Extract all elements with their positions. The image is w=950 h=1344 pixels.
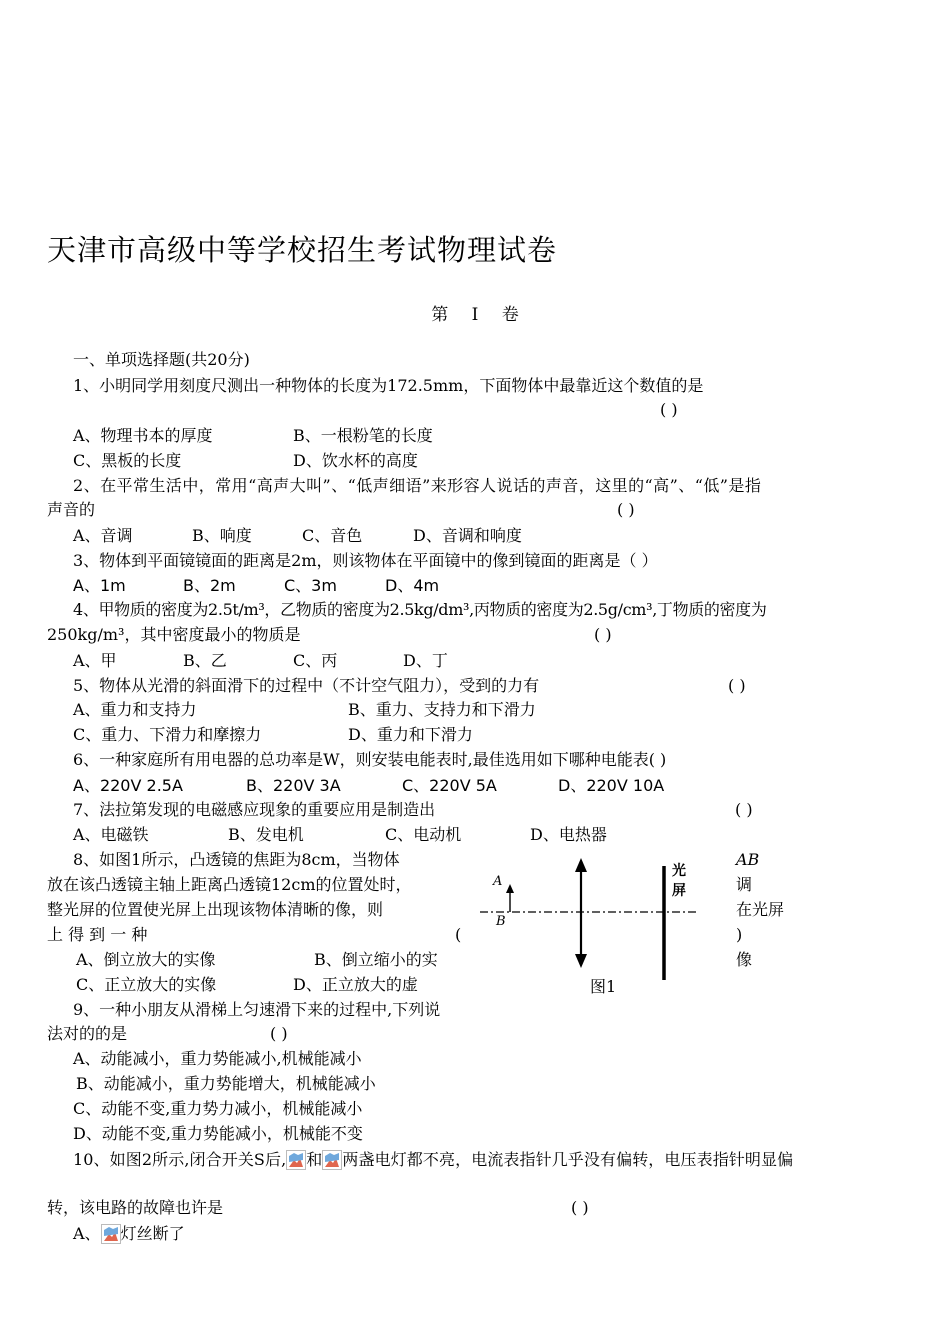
q10-stem-part1: 10、如图2所示,闭合开关S后, [73,1150,287,1169]
q2-option-c: C、音色 [302,526,363,545]
q9-option-d: D、动能不变,重力势能减小，机械能不变 [73,1124,363,1143]
lamp-image-icon [101,1224,121,1244]
q10-option-a [73,1224,185,1244]
q8-stem-line2: 放在该凸透镜主轴上距离凸透镜12cm的位置处时， [47,875,412,894]
q5-stem: 5、物体从光滑的斜面滑下的过程中（不计空气阻力），受到的力有 [73,676,540,695]
q1-answer-paren: ( ) [660,400,678,419]
q5-option-c: C、重力、下滑力和摩擦力 [73,725,262,744]
q8-option-d: D、正立放大的虚 [293,975,418,994]
q1-stem: 1、小明同学用刻度尺测出一种物体的长度为172.5mm，下面物体中最靠近这个数值的是 [73,376,704,395]
q4-option-b: B、乙 [183,651,227,670]
q10-stem-line1 [73,1150,793,1170]
q7-option-b: B、发电机 [228,825,304,844]
q6-option-c: C、220V 5A [402,776,497,795]
q9-answer-paren: ( ) [270,1024,288,1043]
q4-stem-line2: 250kg/m³，其中密度最小的物质是 [47,625,301,644]
q6-stem: 6、一种家庭所有用电器的总功率是W，则安装电能表时,最佳选用如下哪种电能表( ) [73,750,667,769]
q8-side-xiang: 像 [736,950,753,969]
q2-stem-line2: 声音的 [47,500,96,519]
q6-option-d: D、220V 10A [558,776,665,795]
q1-option-b: B、一根粉笔的长度 [293,426,433,445]
q3-option-c: C、3m [284,576,337,595]
lens-diagram-svg [478,852,698,1002]
q5-option-b: B、重力、支持力和下滑力 [348,700,536,719]
q3-option-a: A、1m [73,576,126,595]
q10-stem-part3: 两盏电灯都不亮，电流表指针几乎没有偏转，电压表指针明显偏 [342,1150,794,1169]
q5-option-d: D、重力和下滑力 [348,725,473,744]
q9-option-b: B、动能减小，重力势能增大，机械能减小 [76,1074,376,1093]
q8-answer-paren-open: ( [455,925,462,944]
q4-answer-paren: ( ) [594,625,612,644]
object-arrowhead [506,884,514,893]
q4-option-d: D、丁 [403,651,448,670]
section-heading: 一、单项选择题(共20分) [73,350,250,369]
q6-option-b: B、220V 3A [246,776,341,795]
q8-stem-line3: 整光屏的位置使光屏上出现该物体清晰的像，则 [47,900,384,919]
q4-option-a: A、甲 [73,651,117,670]
q3-option-b: B、2m [183,576,236,595]
q9-option-a: A、动能减小，重力势能减小,机械能减小 [73,1049,362,1068]
q7-stem: 7、法拉第发现的电磁感应现象的重要应用是制造出 [73,800,436,819]
q5-answer-paren: ( ) [728,676,746,695]
q2-stem-line1: 2、在平常生活中，常用“高声大叫”、“低声细语”来形容人说话的声音，这里的“高”、“低”是指 [73,476,762,495]
q10-option-a-prefix: A、 [73,1224,101,1243]
q8-stem-line4: 上 得 到 一 种 [47,925,148,944]
exam-title: 天津市高级中等学校招生考试物理试卷 [47,233,558,267]
q8-side-ab: AB [736,850,760,869]
figure-1-lens-diagram [478,852,698,1002]
q8-side-tiao: 调 [736,875,753,894]
q1-option-c: C、黑板的长度 [73,451,182,470]
point-a-label: A [493,874,503,889]
q6-option-a: A、220V 2.5A [73,776,183,795]
q7-option-a: A、电磁铁 [73,825,149,844]
q4-option-c: C、丙 [293,651,338,670]
volume-heading: 第 Ⅰ 卷 [431,305,519,325]
q5-option-a: A、重力和支持力 [73,700,197,719]
lamp-l2-image-icon [322,1150,342,1170]
q9-option-c: C、动能不变,重力势力减小，机械能减小 [73,1099,363,1118]
q7-option-d: D、电热器 [530,825,607,844]
q9-stem-line1: 9、一种小朋友从滑梯上匀速滑下来的过程中,下列说 [73,1000,441,1019]
q8-side-paren: ) [736,925,743,944]
lens-top-arrowhead [575,858,587,872]
q3-option-d: D、4m [385,576,440,595]
q8-stem-line1: 8、如图1所示，凸透镜的焦距为8cm，当物体 [73,850,400,869]
q2-answer-paren: ( ) [617,500,635,519]
q8-side-zai: 在光屏 [736,900,785,919]
point-b-label: B [496,914,506,929]
lens-bottom-arrowhead [575,954,587,968]
q3-stem: 3、物体到平面镜镜面的距离是2m，则该物体在平面镜中的像到镜面的距离是（ ） [73,551,658,570]
lamp-l1-image-icon [286,1150,306,1170]
q2-option-a: A、音调 [73,526,133,545]
q4-stem-line1: 4、甲物质的密度为2.5t/m³，乙物质的密度为2.5kg/dm³,丙物质的密度为2.5g/cm³,丁物质的密度为 [73,600,767,619]
q10-stem-part2: 和 [306,1150,323,1169]
q8-option-b: B、倒立缩小的实 [314,950,438,969]
screen-label: 光屏 [672,863,686,899]
figure-1-caption: 图1 [590,977,617,996]
q2-option-b: B、响度 [192,526,252,545]
q9-stem-line2: 法对的的是 [47,1024,128,1043]
q7-answer-paren: ( ) [735,800,753,819]
q8-option-a: A、倒立放大的实像 [76,950,216,969]
q10-stem-line2: 转，该电路的故障也许是 [47,1198,224,1217]
q1-option-d: D、饮水杯的高度 [293,451,418,470]
q7-option-c: C、电动机 [385,825,462,844]
q10-option-a-text: 灯丝断了 [120,1224,185,1243]
q1-option-a: A、物理书本的厚度 [73,426,213,445]
q8-option-c: C、正立放大的实像 [76,975,217,994]
q10-answer-paren: ( ) [571,1198,589,1217]
q2-option-d: D、音调和响度 [413,526,522,545]
